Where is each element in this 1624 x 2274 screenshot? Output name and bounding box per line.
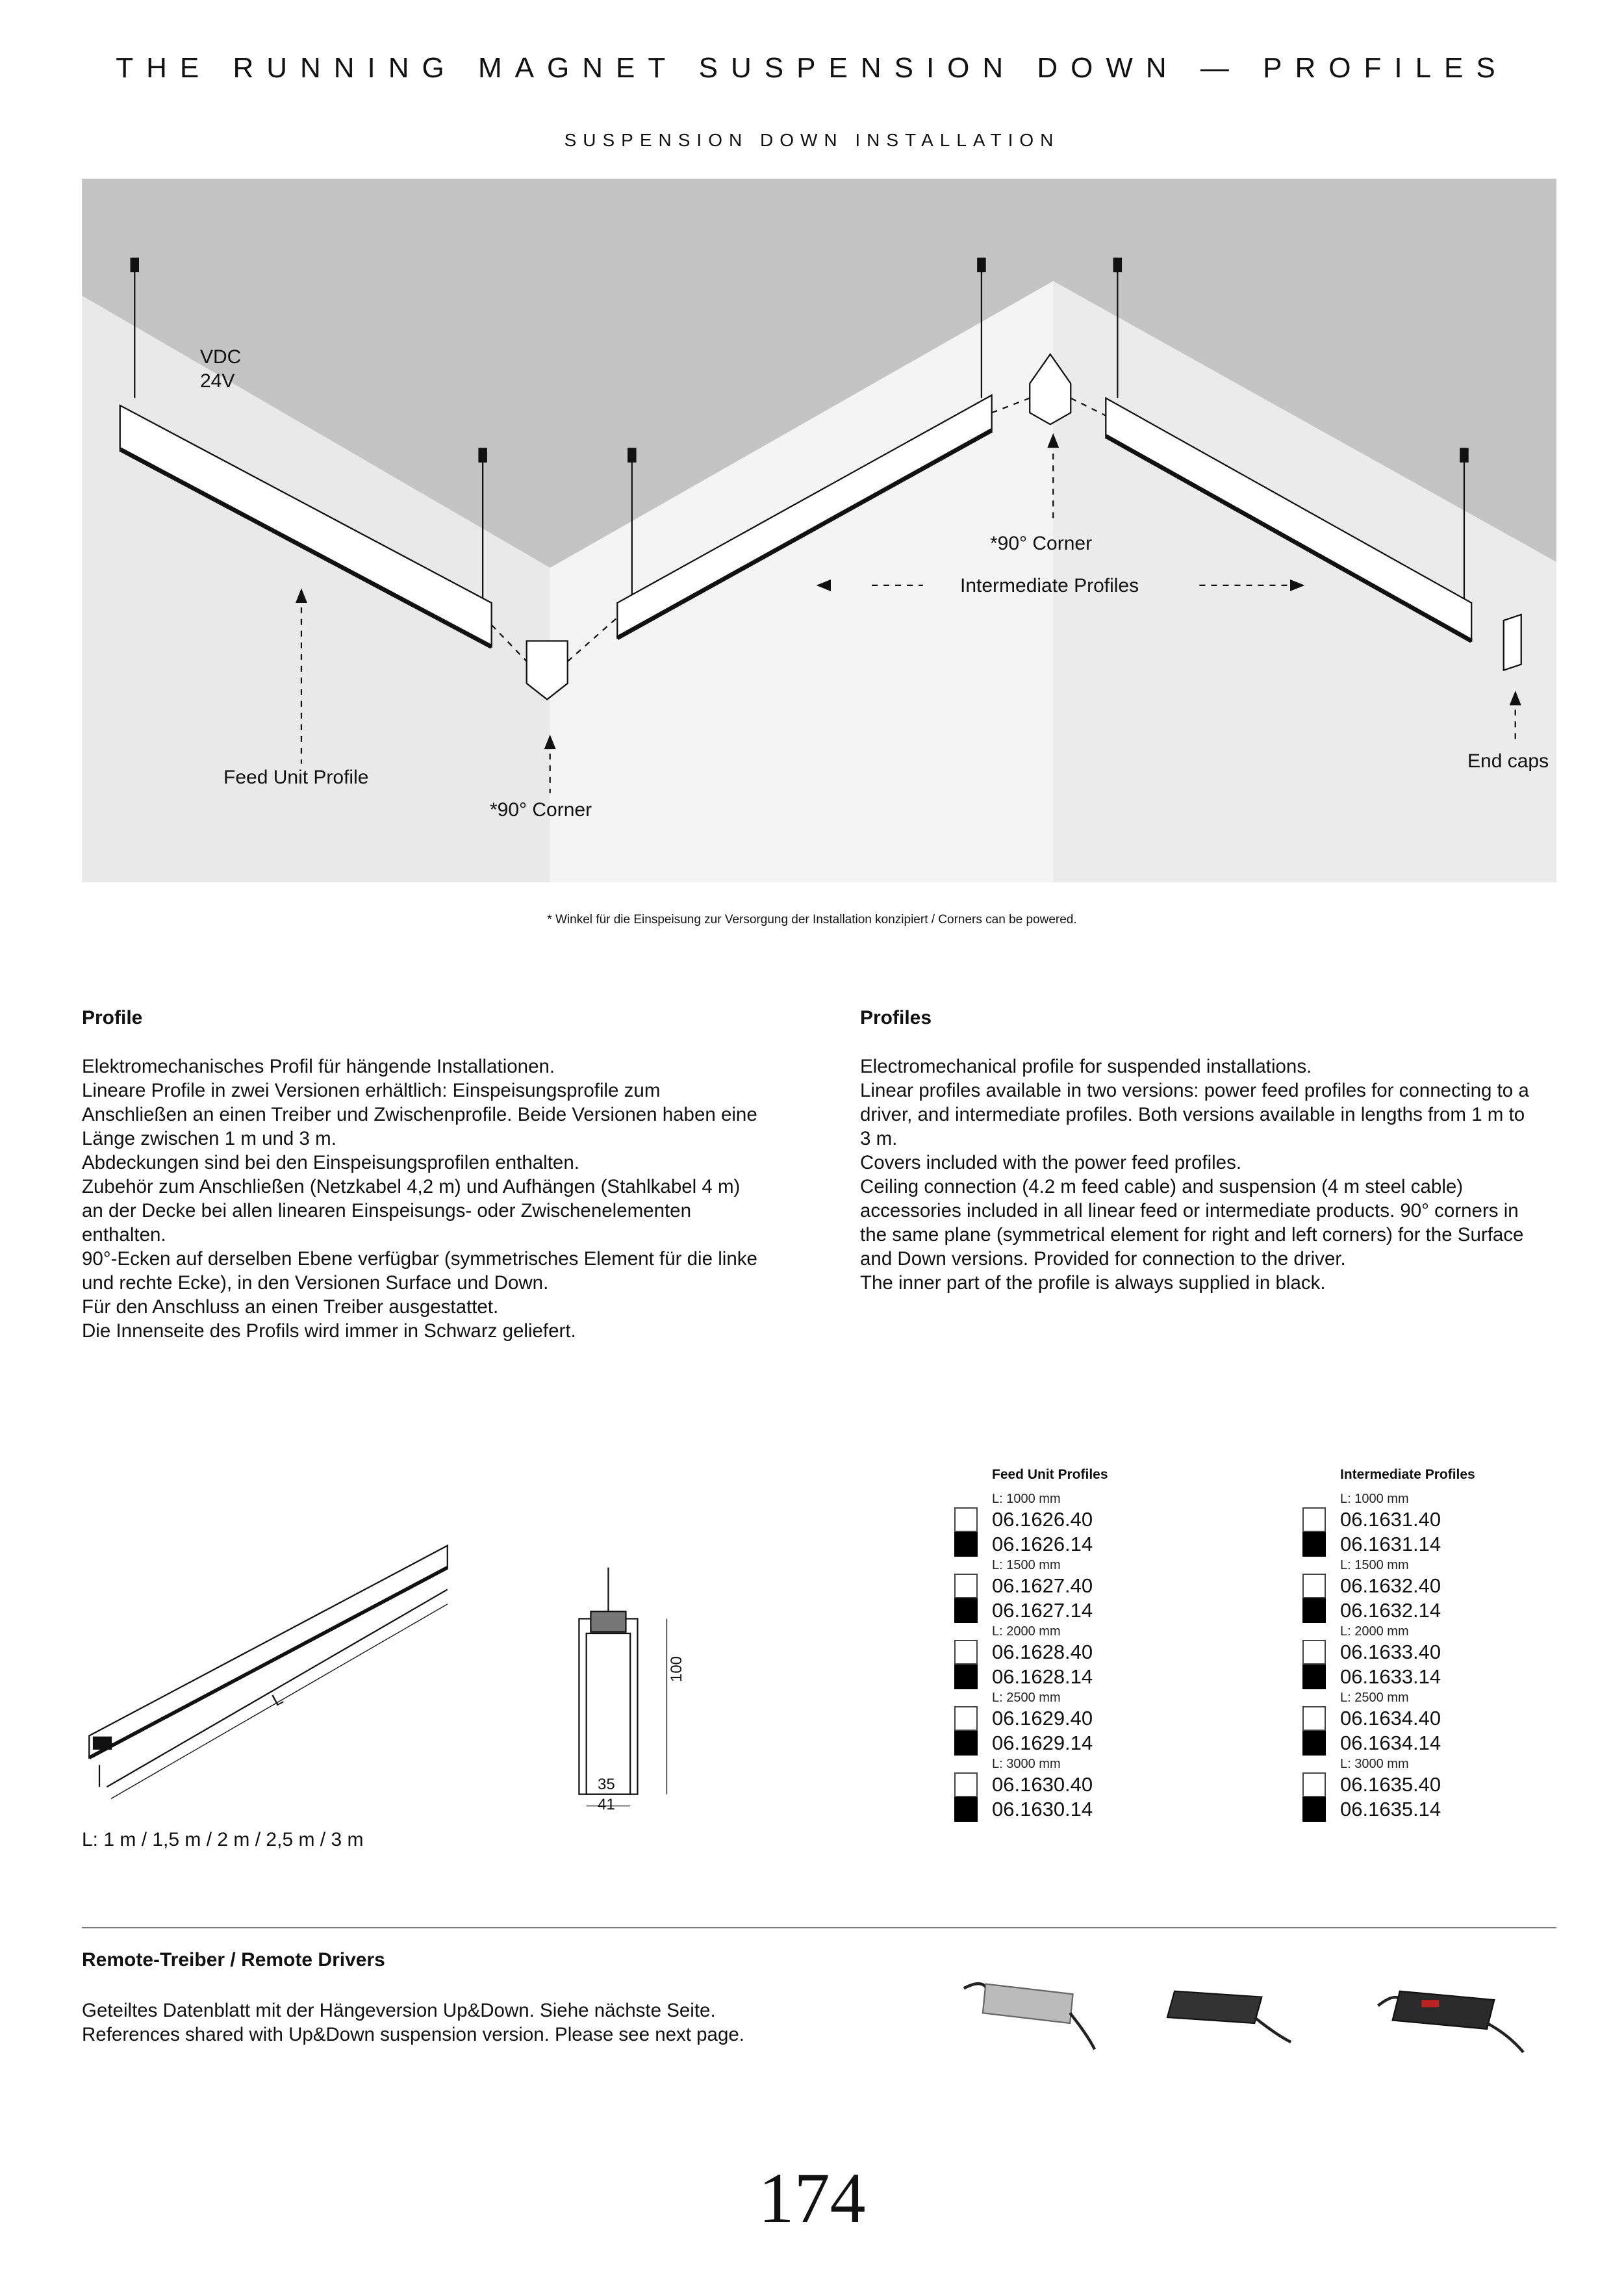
length-label: L: 2500 mm (1340, 1691, 1409, 1705)
code-white: 06.1628.40 (992, 1641, 1093, 1663)
code-group (992, 1772, 1108, 1822)
section-divider (82, 1927, 1556, 1928)
drivers-heading: Remote-Treiber / Remote Drivers (82, 1949, 385, 1971)
length-label: L: 1000 mm (1340, 1492, 1409, 1506)
code-group (992, 1574, 1108, 1623)
intermediate-table (1340, 1467, 1475, 1822)
black-swatch (1302, 1665, 1326, 1689)
code-white: 06.1629.40 (992, 1707, 1093, 1730)
voltage-label: 24V (200, 370, 235, 392)
dim-inner: 35 (598, 1776, 615, 1793)
corner-label-top: *90° Corner (990, 533, 1093, 554)
code-group (1340, 1640, 1475, 1689)
code-white: 06.1626.40 (992, 1508, 1093, 1531)
length-label: L: 2000 mm (992, 1624, 1061, 1639)
white-swatch (1302, 1640, 1326, 1665)
black-swatch (954, 1598, 978, 1623)
black-swatch (1302, 1797, 1326, 1822)
code-group (1340, 1772, 1475, 1822)
description-de-body: Elektromechanisches Profil für hängende Installationen. Lineare Profile in zwei Versionen erhältlich: Einspeisungsprofile zum Anschließen an einen Treiber und Zwischenprofile. Beide Versionen haben eine Länge zwischen 1 m und 3 m. Abdeckungen sind bei den Einspeisungsprofilen enthalten. Zubehör zum Anschließen (Netzkabel 4,2 m) und Aufhängen (Stahlkabel 4 m) an der Decke bei allen linearen Einspeisungs- oder Zwischenelementen enthalten. 90°-Ecken auf derselben Ebene verfügbar (symmetrisches Element für die linke und rechte Ecke), in den Versionen Surface und Down. Für den Anschluss an einen Treiber ausgestattet. Die Innenseite des Profils wird immer in Schwarz geliefert. (82, 1056, 757, 1342)
black-swatch (1302, 1532, 1326, 1557)
black-swatch (1302, 1731, 1326, 1756)
white-swatch (1302, 1772, 1326, 1797)
code-black: 06.1628.14 (992, 1665, 1093, 1688)
black-swatch (1302, 1598, 1326, 1623)
code-black: 06.1627.14 (992, 1599, 1093, 1622)
code-group (992, 1507, 1108, 1557)
white-swatch (1302, 1574, 1326, 1598)
black-swatch (954, 1797, 978, 1822)
length-label: L: 3000 mm (992, 1757, 1061, 1771)
lengths-caption: L: 1 m / 1,5 m / 2 m / 2,5 m / 3 m (82, 1829, 364, 1850)
white-swatch (1302, 1706, 1326, 1731)
code-group (992, 1706, 1108, 1756)
black-swatch (954, 1665, 978, 1689)
drivers-line-de: Geteiltes Datenblatt mit der Hängeversion Up&Down. Siehe nächste Seite. (82, 2000, 716, 2021)
table-heading: Feed Unit Profiles (992, 1467, 1108, 1482)
driver-image-black-2 (1378, 1991, 1523, 2052)
code-group (1340, 1507, 1475, 1557)
white-swatch (954, 1574, 978, 1598)
code-black: 06.1632.14 (1340, 1599, 1441, 1622)
end-caps-label: End caps (1467, 750, 1549, 772)
code-white: 06.1627.40 (992, 1574, 1093, 1597)
description-de-heading: Profile (82, 1007, 143, 1028)
technical-drawing (82, 1494, 699, 1819)
description-de (82, 1006, 757, 1343)
white-swatch (954, 1640, 978, 1665)
white-swatch (954, 1507, 978, 1532)
code-group (1340, 1574, 1475, 1623)
code-white: 06.1635.40 (1340, 1773, 1441, 1796)
feed-unit-table (992, 1467, 1108, 1822)
code-white: 06.1630.40 (992, 1773, 1093, 1796)
dim-outer: 41 (598, 1796, 615, 1813)
length-label: L: 3000 mm (1340, 1757, 1409, 1771)
driver-image-silver (964, 1984, 1095, 2049)
code-white: 06.1631.40 (1340, 1508, 1441, 1531)
black-swatch (954, 1532, 978, 1557)
feed-unit-label: Feed Unit Profile (223, 767, 369, 788)
code-black: 06.1634.14 (1340, 1731, 1441, 1754)
white-swatch (954, 1772, 978, 1797)
dim-height: 100 (668, 1655, 686, 1683)
diagram-footnote: * Winkel für die Einspeisung zur Versorgung der Installation konzipiert / Corners can be powered. (547, 913, 1077, 926)
code-white: 06.1634.40 (1340, 1707, 1441, 1730)
code-black: 06.1629.14 (992, 1731, 1093, 1754)
page-title: THE RUNNING MAGNET SUSPENSION DOWN — PROFILES (116, 52, 1508, 84)
page-number: 174 (758, 2158, 866, 2238)
length-label: L: 1500 mm (1340, 1558, 1409, 1572)
white-swatch (1302, 1507, 1326, 1532)
installation-diagram (82, 179, 1556, 882)
description-en-body: Electromechanical profile for suspended installations. Linear profiles available in two versions: power feed profiles for connecting to a driver, and intermediate profiles. Both versions available in lengths from 1 m to 3 m. Covers included with the power feed profiles. Ceiling connection (4.2 m feed cable) and suspension (4 m steel cable) accessories included in all linear feed or intermediate products. 90° corners in the same plane (symmetrical element for right and left corners) for the Surface and Down versions. Provided for connection to the driver. The inner part of the profile is always supplied in black. (860, 1056, 1529, 1294)
code-black: 06.1633.14 (1340, 1665, 1441, 1688)
vdc-label: VDC (200, 346, 242, 368)
length-label: L: 2000 mm (1340, 1624, 1409, 1639)
code-white: 06.1632.40 (1340, 1574, 1441, 1597)
driver-image-black-1 (1167, 1991, 1291, 2042)
drivers-line-en: References shared with Up&Down suspension version. Please see next page. (82, 2024, 744, 2045)
code-group (1340, 1706, 1475, 1756)
intermediate-label: Intermediate Profiles (960, 575, 1139, 596)
code-black: 06.1631.14 (1340, 1533, 1441, 1555)
table-heading: Intermediate Profiles (1340, 1467, 1475, 1482)
corner-label-bottom: *90° Corner (490, 799, 592, 821)
length-label: L: 1000 mm (992, 1492, 1061, 1506)
length-marker: L (268, 1688, 286, 1710)
code-black: 06.1630.14 (992, 1798, 1093, 1820)
code-white: 06.1633.40 (1340, 1641, 1441, 1663)
code-black: 06.1635.14 (1340, 1798, 1441, 1820)
length-label: L: 1500 mm (992, 1558, 1061, 1572)
white-swatch (954, 1706, 978, 1731)
description-en-heading: Profiles (860, 1007, 932, 1028)
driver-images (955, 1962, 1540, 2073)
code-black: 06.1626.14 (992, 1533, 1093, 1555)
description-en (860, 1006, 1536, 1295)
section-subtitle: SUSPENSION DOWN INSTALLATION (564, 130, 1060, 150)
black-swatch (954, 1731, 978, 1756)
length-label: L: 2500 mm (992, 1691, 1061, 1705)
code-group (992, 1640, 1108, 1689)
